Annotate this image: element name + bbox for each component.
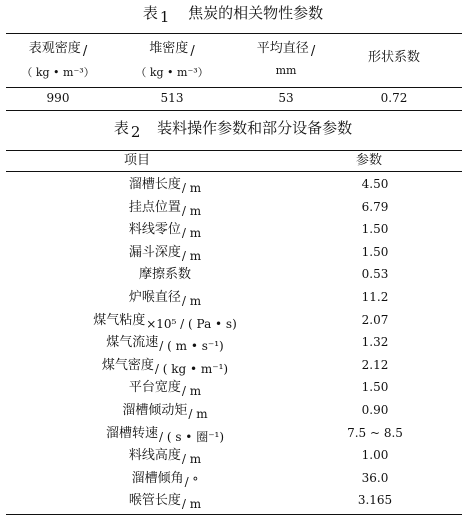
table1-header-2 [112,37,232,59]
param-label [40,331,290,354]
table1-caption-number: 1 [159,8,170,26]
table2-top-rule [6,150,462,151]
param-label [40,196,290,218]
table-row [0,173,466,195]
param-label [40,489,290,512]
table1-header-label: 平均直径 [256,41,309,56]
param-value: 3.165 [357,493,393,508]
param-value: 0.90 [361,403,389,417]
param-label [40,376,290,399]
param-value: 1.32 [361,335,389,350]
param-label [40,399,290,421]
table1-cell: 990 [46,91,70,105]
table2-col-header-param: 参数 [356,153,383,168]
param-value: 11.2 [361,290,389,304]
param-name: 溜槽倾角 [131,470,184,486]
param-unit: / ° [184,474,199,489]
param-value: 1.50 [361,222,389,237]
param-label [40,467,290,489]
param-label [40,309,290,331]
param-name: 炉喉直径 [128,290,181,305]
table1-header-3 [226,37,346,59]
table1-header-rule [6,87,462,88]
table1-caption-title: 焦炭的相关物性参数 [188,4,324,22]
param-name: 漏斗深度 [128,244,181,260]
param-unit: / m [181,452,202,467]
table-row [0,489,466,511]
param-unit: / m [181,384,202,399]
param-unit: ×10⁵ / ( Pa • s) [146,316,237,331]
param-label [40,444,290,467]
table2-header-rule [6,171,462,172]
table-row [0,467,466,489]
param-name: 喉管长度 [128,493,181,509]
param-unit: / ( m • s⁻¹) [159,339,224,354]
table1-header-unit: mm [275,64,297,77]
param-unit: / m [181,181,202,195]
param-name: 溜槽倾动矩 [122,403,188,418]
param-unit: / m [181,294,202,308]
table-row [0,286,466,308]
param-name: 摩擦系数 [138,267,191,283]
param-name: 料线零位 [128,222,181,238]
table1-header-label: 堆密度 [149,41,189,56]
table2-caption [0,117,466,141]
param-name: 煤气密度 [101,357,154,373]
param-name: 煤气粘度 [93,312,146,328]
table2-caption-title: 装料操作参数和部分设备参数 [157,119,353,137]
param-label [40,241,290,263]
table1-header-unit: （ kg • m⁻³） [135,66,209,79]
param-value: 2.07 [361,312,389,327]
param-value: 36.0 [361,470,389,485]
param-label [40,218,290,241]
param-label [40,286,290,308]
table-row [0,399,466,421]
table-row [0,444,466,466]
param-value: 0.53 [361,267,389,282]
param-name: 平台宽度 [128,380,181,396]
table2-caption-number: 2 [130,123,141,141]
param-value: 2.12 [361,357,389,372]
param-name: 溜槽转速 [105,425,158,441]
param-unit: / m [181,497,202,512]
param-unit: / m [188,407,208,421]
param-unit: / m [181,203,202,218]
param-value: 1.50 [361,380,389,395]
param-label [40,354,290,376]
table1-header-slash: / [190,44,195,59]
param-value: 1.00 [361,448,389,463]
table-row [0,218,466,240]
table1-top-rule [6,33,462,34]
table2-col-header-item: 项目 [124,153,151,168]
table1-cell: 0.72 [380,91,408,105]
param-unit: / m [181,248,202,263]
table2-bottom-rule [6,514,462,515]
param-unit: / ( kg • m⁻¹) [154,361,229,376]
table1-header-4 [334,46,454,65]
param-label [40,173,290,195]
param-name: 煤气流速 [106,335,159,351]
param-value: 7.5 ~ 8.5 [347,425,403,440]
table1-caption-prefix: 表 [142,4,158,22]
param-value: 6.79 [361,199,389,214]
param-name: 挂点位置 [128,199,181,215]
table1-cell: 53 [278,91,294,105]
table-row [0,263,466,285]
table1-header-label: 表观密度 [28,41,81,56]
param-unit: / m [181,226,202,241]
table1-header-unit: （ kg • m⁻³） [21,66,95,79]
param-label [40,422,290,444]
param-unit: / ( s • 圈⁻¹) [158,429,225,444]
table1-header-slash: / [310,44,316,59]
table1-caption [0,2,466,26]
table-row [0,376,466,398]
table1-cell: 513 [160,91,184,105]
table1-header-1 [0,37,118,59]
table1-header-label: 形状系数 [367,50,420,65]
param-value: 1.50 [361,244,389,259]
table-row [0,241,466,263]
table-row [0,422,466,444]
table2-caption-prefix: 表 [113,119,129,137]
table1-bottom-rule [6,110,462,111]
table-row [0,309,466,331]
table1-header-slash: / [82,44,88,59]
table-row [0,196,466,218]
param-label [40,263,290,282]
param-name: 料线高度 [128,448,181,464]
param-name: 溜槽长度 [128,177,181,192]
param-value: 4.50 [361,177,389,191]
table-row [0,331,466,353]
table-row [0,354,466,376]
